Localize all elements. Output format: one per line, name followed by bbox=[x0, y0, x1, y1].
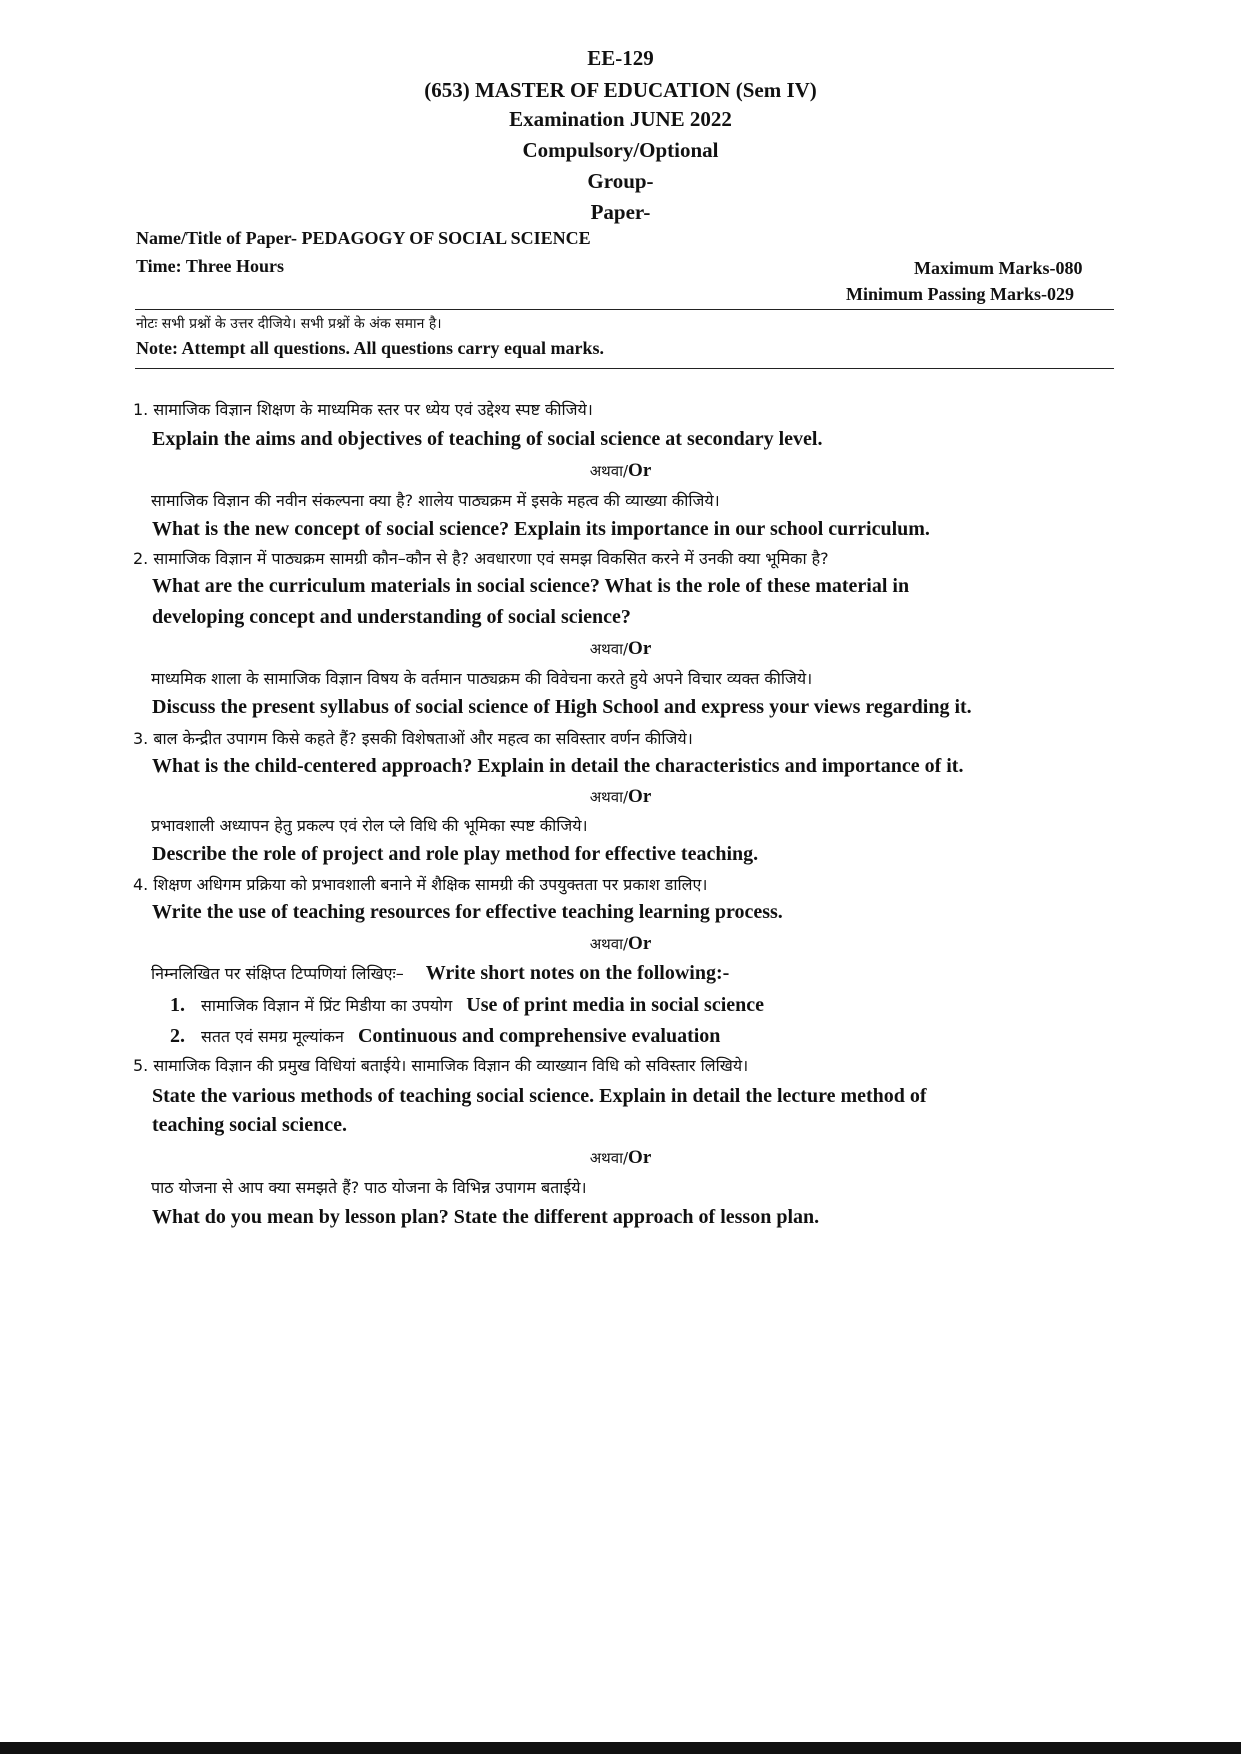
minimum-marks: Minimum Passing Marks-029 bbox=[846, 284, 1075, 304]
scan-edge-bar bbox=[0, 1742, 1241, 1754]
group-label: Group- bbox=[587, 169, 654, 193]
q1-hindi: 1. सामाजिक विज्ञान शिक्षण के माध्यमिक स्तर पर ध्येय एवं उद्देश्य स्पष्ट कीजिये। bbox=[133, 400, 593, 419]
q2-english-line2: developing concept and understanding of social science? bbox=[152, 606, 631, 628]
q2-alt-english: Discuss the present syllabus of social science of High School and express your views regarding it. bbox=[152, 696, 972, 718]
paper-type: Compulsory/Optional bbox=[522, 138, 719, 162]
course-title: (653) MASTER OF EDUCATION (Sem IV) bbox=[424, 78, 817, 102]
q4-english: Write the use of teaching resources for effective teaching learning process. bbox=[152, 901, 783, 923]
q1-english: Explain the aims and objectives of teaching of social science at secondary level. bbox=[152, 428, 823, 450]
note-english: Note: Attempt all questions. All questions carry equal marks. bbox=[136, 338, 604, 358]
time-allowed: Time: Three Hours bbox=[136, 256, 284, 276]
exam-session: Examination JUNE 2022 bbox=[509, 107, 732, 131]
q3-alt-hindi: प्रभावशाली अध्यापन हेतु प्रकल्प एवं रोल प्ले विधि की भूमिका स्पष्ट कीजिये। bbox=[151, 816, 588, 835]
q2-alt-hindi: माध्यमिक शाला के सामाजिक विज्ञान विषय के वर्तमान पाठ्यक्रम की विवेचना करते हुये अपने विचार व्यक्त कीजिये। bbox=[151, 669, 813, 688]
q4-or-separator: अथवा/Or bbox=[589, 933, 652, 954]
paper-label: Paper- bbox=[590, 200, 651, 224]
paper-title: Name/Title of Paper- PEDAGOGY OF SOCIAL SCIENCE bbox=[136, 228, 591, 248]
q3-english: What is the child-centered approach? Explain in detail the characteristics and importance of it. bbox=[152, 755, 964, 777]
q5-english-line1: State the various methods of teaching social science. Explain in detail the lecture method of bbox=[152, 1085, 927, 1107]
q5-alt-hindi: पाठ योजना से आप क्या समझते हैं? पाठ योजना के विभिन्न उपागम बताईये। bbox=[151, 1178, 587, 1197]
q1-alt-english: What is the new concept of social science? Explain its importance in our school curriculum. bbox=[152, 518, 930, 540]
q4-hindi: 4. शिक्षण अधिगम प्रक्रिया को प्रभावशाली बनाने में शैक्षिक सामग्री की उपयुक्तता पर प्रकाश डालिए। bbox=[133, 875, 708, 894]
q5-hindi: 5. सामाजिक विज्ञान की प्रमुख विधियां बताईये। सामाजिक विज्ञान की व्याख्यान विधि को सविस्तार लिखिये। bbox=[133, 1056, 749, 1075]
q3-alt-english: Describe the role of project and role play method for effective teaching. bbox=[152, 843, 759, 865]
q2-english-line1: What are the curriculum materials in social science? What is the role of these material in bbox=[152, 575, 910, 597]
q5-or-separator: अथवा/Or bbox=[589, 1147, 652, 1168]
paper-code: EE-129 bbox=[587, 46, 654, 70]
q1-or-separator: अथवा/Or bbox=[589, 460, 652, 481]
q2-or-separator: अथवा/Or bbox=[589, 638, 652, 659]
q3-hindi: 3. बाल केन्द्रीत उपागम किसे कहते हैं? इसकी विशेषताओं और महत्व का सविस्तार वर्णन कीजिये। bbox=[133, 729, 693, 748]
header-divider bbox=[135, 309, 1114, 310]
q2-hindi: 2. सामाजिक विज्ञान में पाठ्यक्रम सामग्री कौन–कौन से है? अवधारणा एवं समझ विकसित करने में उनकी क्या भूमिका है? bbox=[133, 549, 829, 568]
q4-short-note-1: 1. सामाजिक विज्ञान में प्रिंट मिडीया का उपयोग Use of print media in social science bbox=[170, 994, 765, 1016]
q1-alt-hindi: सामाजिक विज्ञान की नवीन संकल्पना क्या है? शालेय पाठ्यक्रम में इसके महत्व की व्याख्या कीजिये। bbox=[151, 491, 720, 510]
q5-english-line2: teaching social science. bbox=[152, 1114, 347, 1136]
note-hindi: नोटः सभी प्रश्नों के उत्तर दीजिये। सभी प्रश्नों के अंक समान है। bbox=[136, 316, 442, 332]
q5-alt-english: What do you mean by lesson plan? State the different approach of lesson plan. bbox=[152, 1206, 820, 1228]
note-divider bbox=[135, 368, 1114, 369]
q4-alt-heading: निम्नलिखित पर संक्षिप्त टिप्पणियां लिखिएः– Write short notes on the following:- bbox=[151, 962, 730, 984]
q4-short-note-2: 2. सतत एवं समग्र मूल्यांकन Continuous and comprehensive evaluation bbox=[170, 1025, 721, 1047]
q3-or-separator: अथवा/Or bbox=[589, 786, 652, 807]
maximum-marks: Maximum Marks-080 bbox=[914, 258, 1083, 278]
